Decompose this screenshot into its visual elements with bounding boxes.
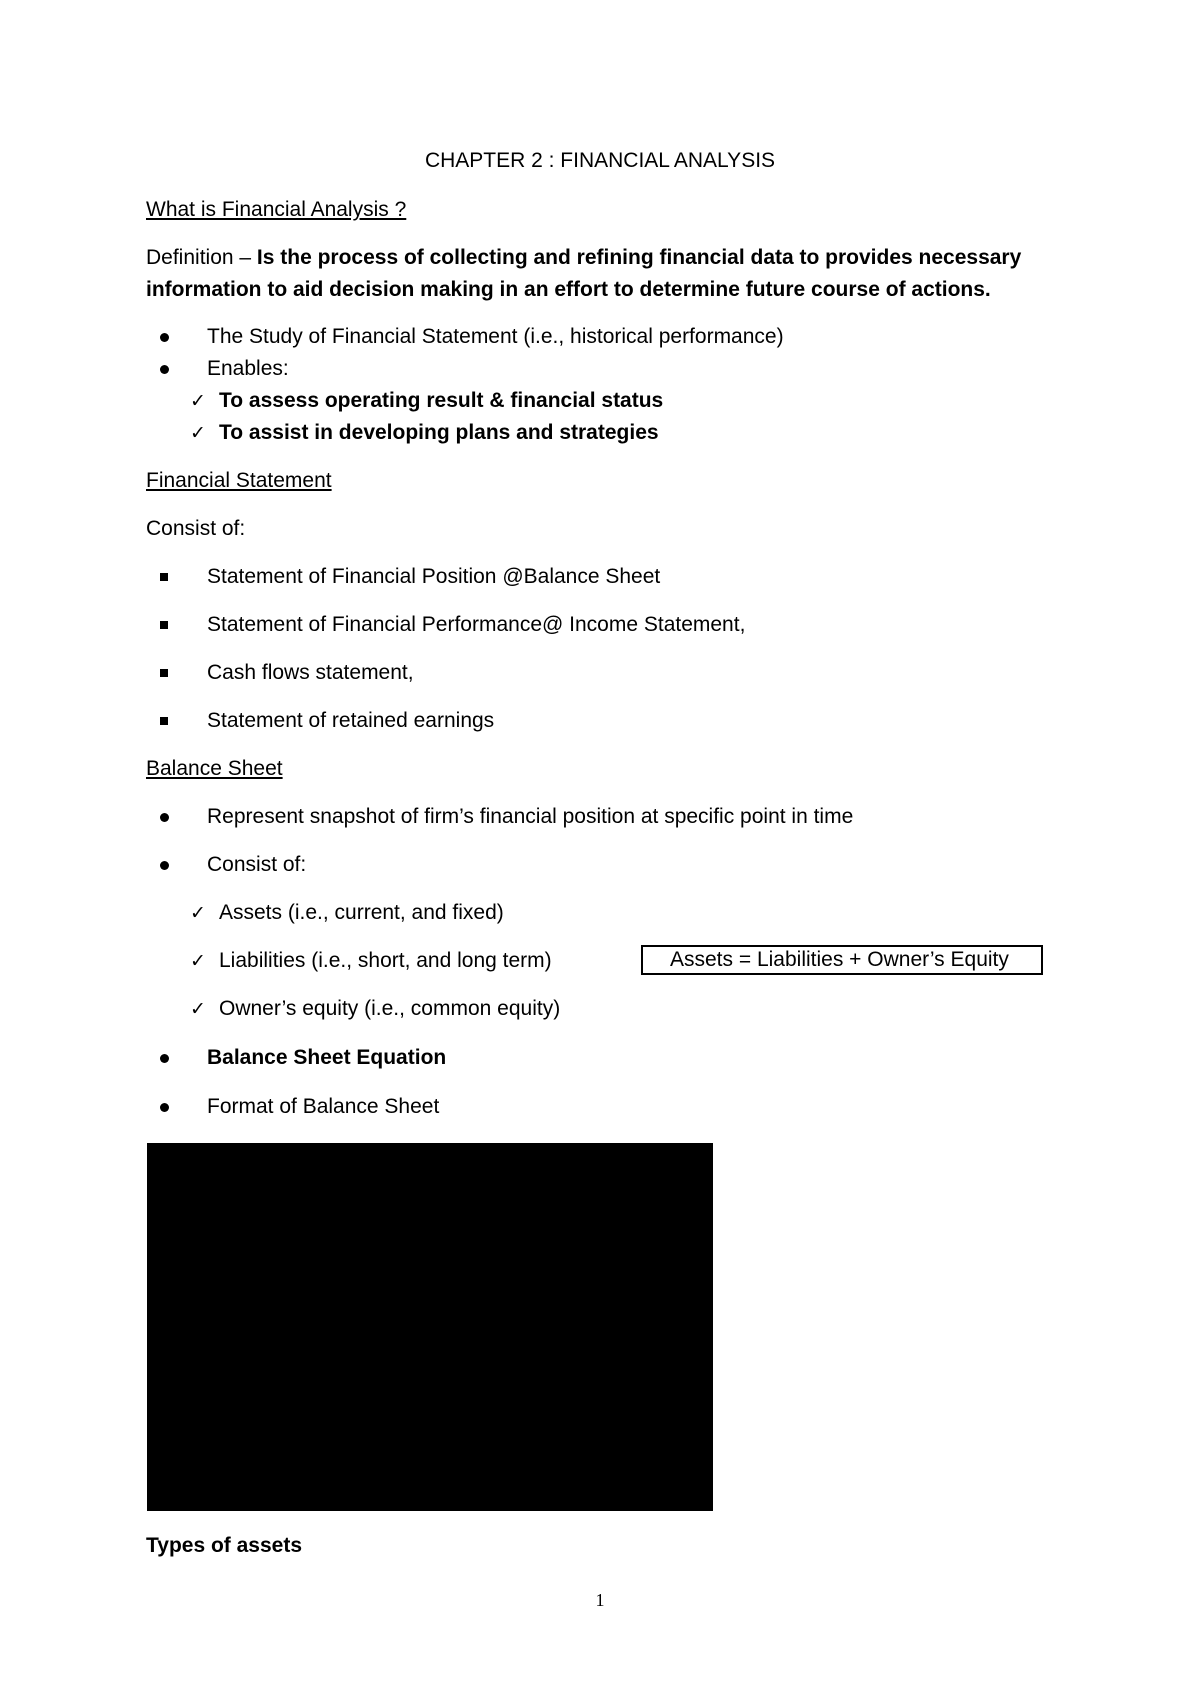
check-text: To assess operating result & financial status <box>219 389 664 412</box>
bullet-text: Enables: <box>207 357 289 380</box>
check-text: Assets (i.e., current, and fixed) <box>219 901 504 924</box>
checkmark-icon: ✓ <box>190 999 206 1020</box>
list-item-text: Statement of Financial Position @Balance Sheet <box>207 565 661 588</box>
round-bullet-icon <box>160 1103 169 1112</box>
section-heading-types-of-assets: Types of assets <box>146 1534 303 1557</box>
check-text: To assist in developing plans and strategies <box>219 421 659 444</box>
check-text: Owner’s equity (i.e., common equity) <box>219 997 561 1020</box>
section-heading-what-is-financial-analysis: What is Financial Analysis ? <box>146 198 407 221</box>
section-heading-balance-sheet: Balance Sheet <box>146 757 283 780</box>
check-item <box>190 386 663 417</box>
list-item-text: Statement of retained earnings <box>207 709 495 732</box>
list-item <box>157 658 414 688</box>
page-number: 1 <box>595 1590 605 1610</box>
check-item <box>190 994 560 1025</box>
square-bullet-icon <box>160 573 168 581</box>
check-item <box>190 418 659 449</box>
check-item <box>190 898 504 929</box>
bullet-text: Represent snapshot of firm’s financial position at specific point in time <box>207 805 854 828</box>
round-bullet-icon <box>160 333 169 342</box>
bullet-text: The Study of Financial Statement (i.e., historical performance) <box>207 325 784 348</box>
consist-of-label: Consist of: <box>146 517 246 540</box>
definition-text-1: Is the process of collecting and refining financial data to provides necessary <box>256 246 1022 269</box>
round-bullet-icon <box>160 1054 169 1063</box>
round-bullet-icon <box>160 813 169 822</box>
bullet-item <box>157 354 289 384</box>
square-bullet-icon <box>160 669 168 677</box>
check-item <box>190 946 552 977</box>
definition-prefix: Definition – <box>146 246 257 269</box>
definition-line-1 <box>146 243 1021 273</box>
list-item <box>157 706 494 736</box>
definition-line-2: information to aid decision making in an effort to determine future course of actions. <box>146 278 991 301</box>
checkmark-icon: ✓ <box>190 423 206 444</box>
bullet-item <box>157 1092 439 1122</box>
square-bullet-icon <box>160 621 168 629</box>
bullet-item <box>157 1043 446 1073</box>
square-bullet-icon <box>160 717 168 725</box>
bullet-text: Format of Balance Sheet <box>207 1095 440 1118</box>
list-item-text: Statement of Financial Performance@ Income Statement, <box>207 613 746 636</box>
section-heading-financial-statement: Financial Statement <box>146 469 332 492</box>
bullet-item <box>157 802 853 832</box>
checkmark-icon: ✓ <box>190 951 206 972</box>
check-text: Liabilities (i.e., short, and long term) <box>219 949 552 972</box>
list-item <box>157 610 745 640</box>
checkmark-icon: ✓ <box>190 391 206 412</box>
round-bullet-icon <box>160 365 169 374</box>
balance-sheet-equation-box: Assets = Liabilities + Owner’s Equity <box>641 945 1043 975</box>
chapter-title: CHAPTER 2 : FINANCIAL ANALYSIS <box>424 149 776 172</box>
bullet-text: Consist of: <box>207 853 307 876</box>
bullet-item <box>157 322 784 352</box>
list-item <box>157 562 660 592</box>
list-item-text: Cash flows statement, <box>207 661 414 684</box>
round-bullet-icon <box>160 861 169 870</box>
checkmark-icon: ✓ <box>190 903 206 924</box>
balance-sheet-format-image <box>147 1143 713 1511</box>
bullet-text: Balance Sheet Equation <box>207 1046 447 1069</box>
bullet-item <box>157 850 306 880</box>
